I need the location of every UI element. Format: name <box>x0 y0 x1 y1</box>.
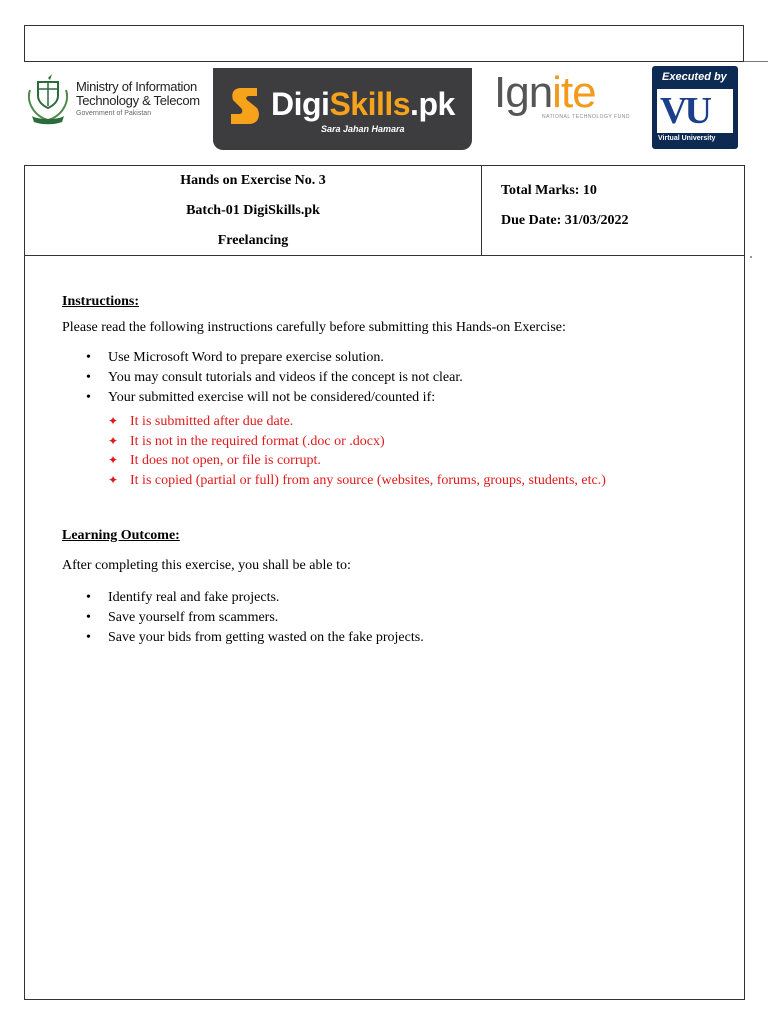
ignite-word-ign: Ign <box>494 68 553 117</box>
instructions-list <box>86 348 463 408</box>
list-item: • You may consult tutorials and videos if the concept is not clear. <box>86 368 463 388</box>
instructions-intro: Please read the following instructions carefully before submitting this Hands-on Exercise: <box>62 320 566 335</box>
course-name: Freelancing <box>217 233 289 248</box>
digiskills-word-skills: Skills <box>329 86 411 122</box>
vu-emblem-box <box>657 89 733 133</box>
ignite-wordmark <box>494 68 596 118</box>
due-date: Due Date: 31/03/2022 <box>501 213 629 228</box>
digiskills-word-pk: .pk <box>410 86 455 122</box>
exercise-title: Hands on Exercise No. 3 <box>180 173 326 188</box>
ignite-subline: NATIONAL TECHNOLOGY FUND <box>542 114 630 120</box>
list-item: • Identify real and fake projects. <box>86 588 424 608</box>
top-empty-box <box>24 25 744 62</box>
learning-outcome-list <box>86 588 424 648</box>
digiskills-logo <box>213 68 472 150</box>
condition-text: It is submitted after due date. <box>130 414 294 429</box>
list-item: • Use Microsoft Word to prepare exercise solution. <box>86 348 463 368</box>
condition-text: It is copied (partial or full) from any source (websites, forums, groups, students, etc.) <box>130 472 606 488</box>
list-item <box>108 412 606 432</box>
moit-text <box>76 80 200 117</box>
list-item: • Save yourself from scammers. <box>86 608 424 628</box>
header-divider <box>481 166 482 255</box>
total-marks: Total Marks: 10 <box>501 183 597 198</box>
moit-logo <box>24 70 214 128</box>
digiskills-tagline: Sara Jahan Hamara <box>321 124 405 134</box>
batch-label: Batch-01 DigiSkills.pk <box>186 203 320 218</box>
condition-text: It is not in the required format (.doc or .docx) <box>130 433 385 449</box>
vu-logo <box>652 66 738 149</box>
header-left-cell <box>25 166 481 256</box>
rejection-conditions-list <box>108 412 606 490</box>
moit-line-2: Technology & Telecom <box>76 93 200 108</box>
header-right-cell <box>501 176 629 236</box>
learning-outcome-heading: Learning Outcome: <box>62 528 180 543</box>
vu-executed-by: Executed by <box>662 71 727 83</box>
digiskills-wordmark <box>271 86 455 123</box>
top-rule <box>744 61 768 62</box>
list-item: • Save your bids from getting wasted on the fake projects. <box>86 628 424 648</box>
ignite-word-ite: ite <box>552 68 596 117</box>
four-point-star-icon: ✦ <box>108 414 119 428</box>
margin-mark <box>750 256 752 258</box>
moit-subline: Government of Pakistan <box>76 110 152 117</box>
learning-outcome-intro: After completing this exercise, you shall be able to: <box>62 558 351 573</box>
four-point-star-icon: ✦ <box>108 433 119 448</box>
pakistan-emblem-icon <box>24 72 72 128</box>
list-item <box>108 432 606 452</box>
ignite-logo <box>492 68 632 124</box>
list-item: • Your submitted exercise will not be considered/counted if: <box>86 388 463 408</box>
four-point-star-icon: ✦ <box>108 453 119 467</box>
four-point-star-icon: ✦ <box>108 472 119 487</box>
exercise-header-table <box>24 165 745 256</box>
digiskills-word-digi: Digi <box>271 86 330 122</box>
condition-text: It does not open, or file is corrupt. <box>130 453 321 468</box>
list-item <box>108 451 606 471</box>
moit-line-1: Ministry of Information <box>76 79 197 94</box>
vu-name: Virtual University <box>658 135 716 142</box>
vu-letters: VU <box>660 90 709 132</box>
digiskills-s-icon <box>227 84 267 128</box>
instructions-heading: Instructions: <box>62 294 140 309</box>
list-item <box>108 471 606 491</box>
